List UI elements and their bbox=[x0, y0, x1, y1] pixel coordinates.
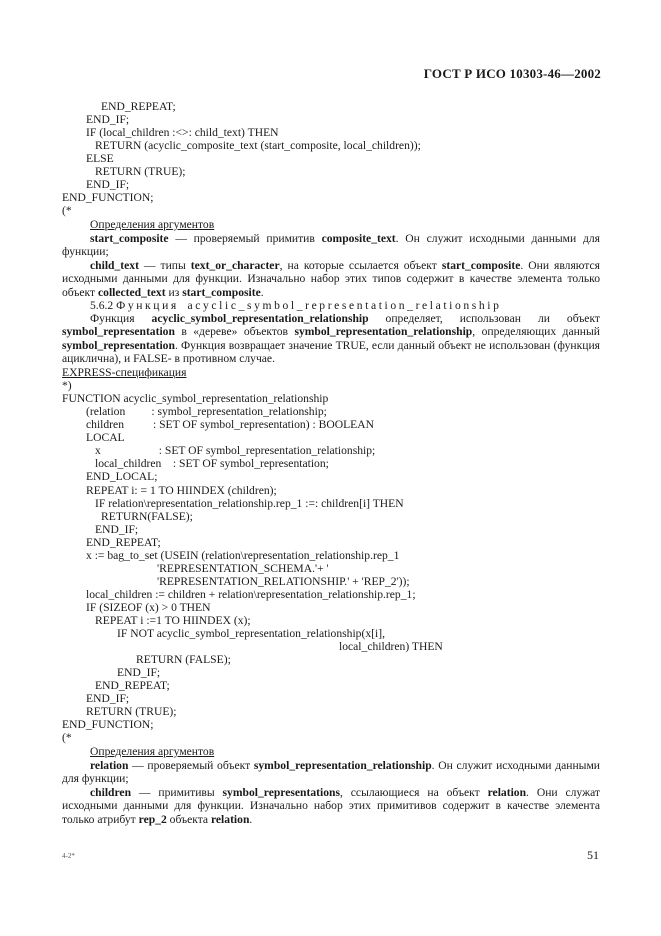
arg-children: children — примитивы symbol_representations, ссылающиеся на объект relation. Они служат исходными данными для функции. Изначально набор этих примитивов содержит в качестве элемента только атрибут rep_2 объекта relation. bbox=[62, 786, 600, 826]
code-line: 'REPRESENTATION_RELATIONSHIP.' + 'REP_2')); bbox=[157, 575, 410, 588]
code-line: children : SET OF symbol_representation) : BOOLEAN bbox=[86, 418, 374, 431]
code-line: END_REPEAT; bbox=[86, 536, 161, 549]
arg-term: child_text bbox=[90, 259, 139, 272]
code-line: RETURN(FALSE); bbox=[101, 510, 193, 523]
code-line: x := bag_to_set (USEIN (relation\representation_relationship.rep_1 bbox=[86, 549, 400, 562]
code-line: 'REPRESENTATION_SCHEMA.'+ ' bbox=[157, 562, 329, 575]
code-line: RETURN (acyclic_composite_text (start_composite, local_children)); bbox=[95, 139, 421, 152]
code-line: IF (local_children :<>: child_text) THEN bbox=[86, 126, 279, 139]
arg-start-composite: start_composite — проверяемый примитив composite_text. Он служит исходными данными для функции; bbox=[62, 232, 600, 259]
section-heading: 5.6.2 Функция acyclic_symbol_representation_relationship bbox=[90, 299, 502, 312]
express-label: EXPRESS-спецификация bbox=[62, 366, 187, 379]
arg-child-text: child_text — типы text_or_character, на которые ссылается объект start_composite. Они являются исходными данными для функции. Изначально набор этих типов содержит в качестве элемента только объект collected_text из start_composite. bbox=[62, 259, 600, 299]
args-heading: Определения аргументов bbox=[90, 218, 215, 231]
code-line: IF (SIZEOF (x) > 0 THEN bbox=[86, 601, 211, 614]
code-line: RETURN (TRUE); bbox=[95, 165, 186, 178]
code-line: END_REPEAT; bbox=[101, 100, 176, 113]
code-line: END_IF; bbox=[86, 178, 130, 191]
code-line: END_IF; bbox=[86, 113, 130, 126]
code-line: END_FUNCTION; bbox=[62, 191, 154, 204]
code-line: local_children := children + relation\representation_relationship.rep_1; bbox=[86, 588, 416, 601]
function-description: Функция acyclic_symbol_representation_relationship определяет, использован ли объект symbol_representation в «дереве» объектов symbol_representation_relationship, определяющих данный symbol_representation. Функция возвращает значение TRUE, если данный объект не использован (функция ациклична), и FALSE- в противном случае. bbox=[62, 312, 601, 366]
code-line: END_FUNCTION; bbox=[62, 718, 154, 731]
code-line: x : SET OF symbol_representation_relationship; bbox=[95, 444, 376, 457]
code-line: LOCAL bbox=[86, 431, 125, 444]
code-line: (relation : symbol_representation_relationship; bbox=[86, 405, 327, 418]
code-line: (* bbox=[62, 204, 72, 217]
code-line: END_IF; bbox=[86, 692, 130, 705]
code-line: ELSE bbox=[86, 152, 114, 165]
arg-term: children bbox=[90, 786, 132, 799]
code-line: REPEAT i: = 1 TO HIINDEX (children); bbox=[86, 484, 277, 497]
arg-relation: relation — проверяемый объект symbol_representation_relationship. Он служит исходными данными для функции; bbox=[62, 759, 600, 786]
arg-term: relation bbox=[90, 759, 129, 772]
code-line: REPEAT i :=1 TO HIINDEX (x); bbox=[95, 614, 251, 627]
arg-term: start_composite bbox=[90, 232, 169, 245]
code-line: RETURN (FALSE); bbox=[136, 653, 231, 666]
code-line: local_children : SET OF symbol_representation; bbox=[95, 457, 329, 470]
code-line: END_LOCAL; bbox=[86, 470, 158, 483]
code-line: (* bbox=[62, 731, 72, 744]
code-line: FUNCTION acyclic_symbol_representation_relationship bbox=[62, 392, 329, 405]
page-number: 51 bbox=[587, 848, 599, 862]
code-line: IF NOT acyclic_symbol_representation_relationship(x[i], bbox=[117, 627, 385, 640]
code-line: END_REPEAT; bbox=[95, 679, 170, 692]
code-line: local_children) THEN bbox=[339, 640, 443, 653]
page-header: ГОСТ Р ИСО 10303-46—2002 bbox=[423, 66, 601, 81]
footer-mark: 4-2* bbox=[62, 852, 75, 860]
code-line: IF relation\representation_relationship.rep_1 :=: children[i] THEN bbox=[95, 497, 404, 510]
code-line: RETURN (TRUE); bbox=[86, 705, 177, 718]
code-line: END_IF; bbox=[95, 523, 139, 536]
code-line: *) bbox=[62, 379, 72, 392]
code-line: END_IF; bbox=[117, 666, 161, 679]
args-heading: Определения аргументов bbox=[90, 745, 215, 758]
